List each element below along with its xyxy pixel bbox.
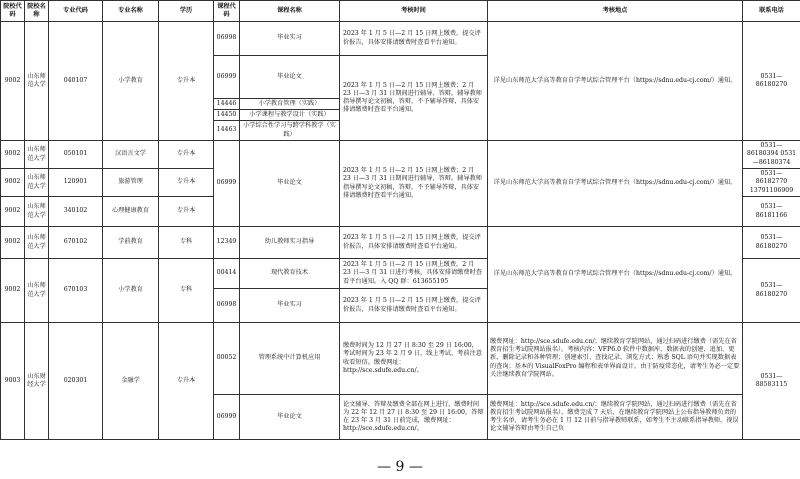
course-code-cell: 06999	[214, 56, 240, 99]
level-cell: 专科	[159, 227, 214, 259]
phone-cell: 0531—86180270	[743, 227, 800, 259]
exam-place-cell: 缴费网址：http://sce.sdufe.edu.cn/；继续教育学院网站，通过扫码进行缴费（需先在省教育招生考试院网站报名）。缴费完成 7 天后，在继续教育学院网站上公布指导教师负责的考生名单，请考生务必在 1 月 12 日前与指导教师联系，如考生不主动联系指导教师，视误论文辅导答辩由考生自己负	[488, 395, 743, 440]
major-code-cell: 040107	[49, 22, 103, 141]
course-name-cell: 毕业实习	[240, 289, 340, 323]
major-name-cell: 金融学	[103, 323, 159, 440]
school-code-cell: 9002	[1, 169, 25, 197]
page-number: — 9 —	[377, 459, 423, 475]
course-name-cell: 毕业论文	[240, 141, 340, 227]
course-name-cell: 幼儿教师实习指导	[240, 227, 340, 259]
course-name-cell: 毕业论文	[240, 395, 340, 440]
exam-time-cell: 2023 年 1 月 5 日—2 月 15 日网上缴费，2 月 23 日—3 月 31 日进行考核，具体安排请缴费时查看平台通知。入 QQ 群：613655195	[340, 259, 488, 289]
header-major-code: 专业代码	[49, 1, 103, 22]
major-code-cell: 340102	[49, 197, 103, 227]
header-exam-place: 考核地点	[488, 1, 743, 22]
phone-cell: 0531—86180394 0531—86180374	[743, 141, 800, 169]
exam-time-cell: 2023 年 1 月 5 日—2 月 15 日网上缴费；2 月 23 日—3 月 31 日期间进行辅导、答辩。辅导教师指导撰写论文初稿，答辩，不予辅导答辩，具体安排请缴费时查看平台通知。	[340, 141, 488, 227]
header-phone: 联系电话	[743, 1, 800, 22]
major-name-cell: 小学教育	[103, 259, 159, 323]
school-name-cell: 山东师范大学	[25, 141, 49, 169]
major-name-cell: 汉语言文学	[103, 141, 159, 169]
level-cell: 专升本	[159, 22, 214, 141]
level-cell: 专升本	[159, 197, 214, 227]
table-row	[1, 141, 800, 169]
header-course-name: 课程名称	[240, 1, 340, 22]
table-row	[1, 227, 800, 259]
major-code-cell: 020301	[49, 323, 103, 440]
school-name-cell: 山东师范大学	[25, 259, 49, 323]
school-code-cell: 9002	[1, 141, 25, 169]
major-code-cell: 670103	[49, 259, 103, 323]
course-code-cell: 12349	[214, 227, 240, 259]
course-name-cell: 小学教育管理（实践）	[240, 99, 340, 110]
level-cell: 专科	[159, 259, 214, 323]
course-code-cell: 06998	[214, 22, 240, 56]
school-name-cell: 山东财经大学	[25, 323, 49, 440]
course-code-cell: 14446	[214, 99, 240, 110]
exam-time-cell: 2023 年 1 月 5 日—2 月 15 日网上缴费，提交评价报告，具体安排请缴费时查看平台通知。	[340, 289, 488, 323]
major-name-cell: 小学教育	[103, 22, 159, 141]
level-cell: 专升本	[159, 169, 214, 197]
header-exam-time: 考核时间	[340, 1, 488, 22]
table-row	[1, 323, 800, 395]
exam-place-cell: 详见山东师范大学高等教育自学考试综合管理平台（https://sdnu.edu-cj.com/）通知。	[488, 227, 743, 323]
course-code-cell: 14463	[214, 121, 240, 141]
major-code-cell: 120901	[49, 169, 103, 197]
level-cell: 专升本	[159, 141, 214, 169]
school-code-cell: 9003	[1, 323, 25, 440]
school-code-cell: 9002	[1, 22, 25, 141]
course-name-cell: 现代教育技术	[240, 259, 340, 289]
course-name-cell: 毕业实习	[240, 22, 340, 56]
phone-cell: 0531—88583115	[743, 323, 800, 440]
school-name-cell: 山东师范大学	[25, 169, 49, 197]
course-code-cell: 06999	[214, 141, 240, 227]
school-name-cell: 山东师范大学	[25, 227, 49, 259]
major-name-cell: 学前教育	[103, 227, 159, 259]
header-course-code: 课程代码	[214, 1, 240, 22]
exam-time-cell: 2023 年 1 月 5 日—2 月 15 日网上缴费，提交评价报告，具体安排请缴费时查看平台通知。	[340, 22, 488, 56]
header-major-name: 专业名称	[103, 1, 159, 22]
course-code-cell: 06999	[214, 395, 240, 440]
course-code-cell: 06998	[214, 289, 240, 323]
header-school-code: 院校代码	[1, 1, 25, 22]
course-code-cell: 00414	[214, 259, 240, 289]
header-level: 学历	[159, 1, 214, 22]
phone-cell: 0531—86180270	[743, 22, 800, 141]
major-name-cell: 心理健康教育	[103, 197, 159, 227]
school-code-cell: 9002	[1, 259, 25, 323]
level-cell: 专升本	[159, 323, 214, 440]
course-name-cell: 毕业论文	[240, 56, 340, 99]
phone-cell: 0531—86182770 13791106909	[743, 169, 800, 197]
course-name-cell: 管理系统中计算机应用	[240, 323, 340, 395]
exam-time-cell: 论文辅导、答辩及缴费全部在网上进行，缴费时间为 22 年 12 月 27 日 8:30 至 29 日 16:00，答辩在 23 年 3 月 31 日前完成，缴费网址：http://sce.sdufe.edu.cn/。	[340, 395, 488, 440]
phone-cell: 0531—86180270	[743, 259, 800, 323]
major-code-cell: 050101	[49, 141, 103, 169]
major-code-cell: 670102	[49, 227, 103, 259]
school-name-cell: 山东师范大学	[25, 22, 49, 141]
exam-place-cell: 缴费网址：http://sce.sdufe.edu.cn/；继续教育学院网站，通过扫码进行缴费（需先在省教育招生考试院网站报名）。考核内容：VFP6.0 软件中数据库、数据表的创建、追加、更新、删除记录和各种管理；创建索引、查找记录、浏览方式；熟悉 SQL 语句并实现数据表的查询；基本的 VisualFoxPro 编程和表单界面设计。由于防疫常态化，请考生务必一定要关注继续教育学院网站。	[488, 323, 743, 395]
course-code-cell: 14450	[214, 110, 240, 121]
exam-place-cell: 详见山东师范大学高等教育自学考试综合管理平台（https://sdnu.edu-cj.com/）通知。	[488, 22, 743, 141]
major-name-cell: 旅游管理	[103, 169, 159, 197]
table-row	[1, 22, 800, 56]
exam-time-cell: 2023 年 1 月 5 日—2 月 15 日网上缴费；2 月 23 日—3 月 31 日期间进行辅导、答辩。辅导教师指导撰写论文初稿，答辩，不予辅导答辩，具体安排请缴费时查看平台通知。	[340, 56, 488, 141]
school-name-cell: 山东师范大学	[25, 197, 49, 227]
header-row	[1, 1, 800, 22]
course-name-cell: 小学综合性学习与跨学科教学（实践）	[240, 121, 340, 141]
phone-cell: 0531—86181166	[743, 197, 800, 227]
exam-place-cell: 详见山东师范大学高等教育自学考试综合管理平台（https://sdnu.edu-cj.com/）通知。	[488, 141, 743, 227]
school-code-cell: 9002	[1, 197, 25, 227]
school-code-cell: 9002	[1, 227, 25, 259]
header-school-name: 院校名称	[25, 1, 49, 22]
course-code-cell: 00052	[214, 323, 240, 395]
exam-time-cell: 缴费时间为 12 月 27 日 8:30 至 29 日 16:00，考试时间为 23 年 2 月 9 日，线上考试，考前注意收看短信。缴费网址：http://sce.sdufe.edu.cn/。	[340, 323, 488, 395]
course-name-cell: 小学课程与教学设计（实践）	[240, 110, 340, 121]
exam-time-cell: 2023 年 1 月 5 日—2 月 15 日网上缴费，提交评价报告，具体安排请缴费时查看平台通知。	[340, 227, 488, 259]
